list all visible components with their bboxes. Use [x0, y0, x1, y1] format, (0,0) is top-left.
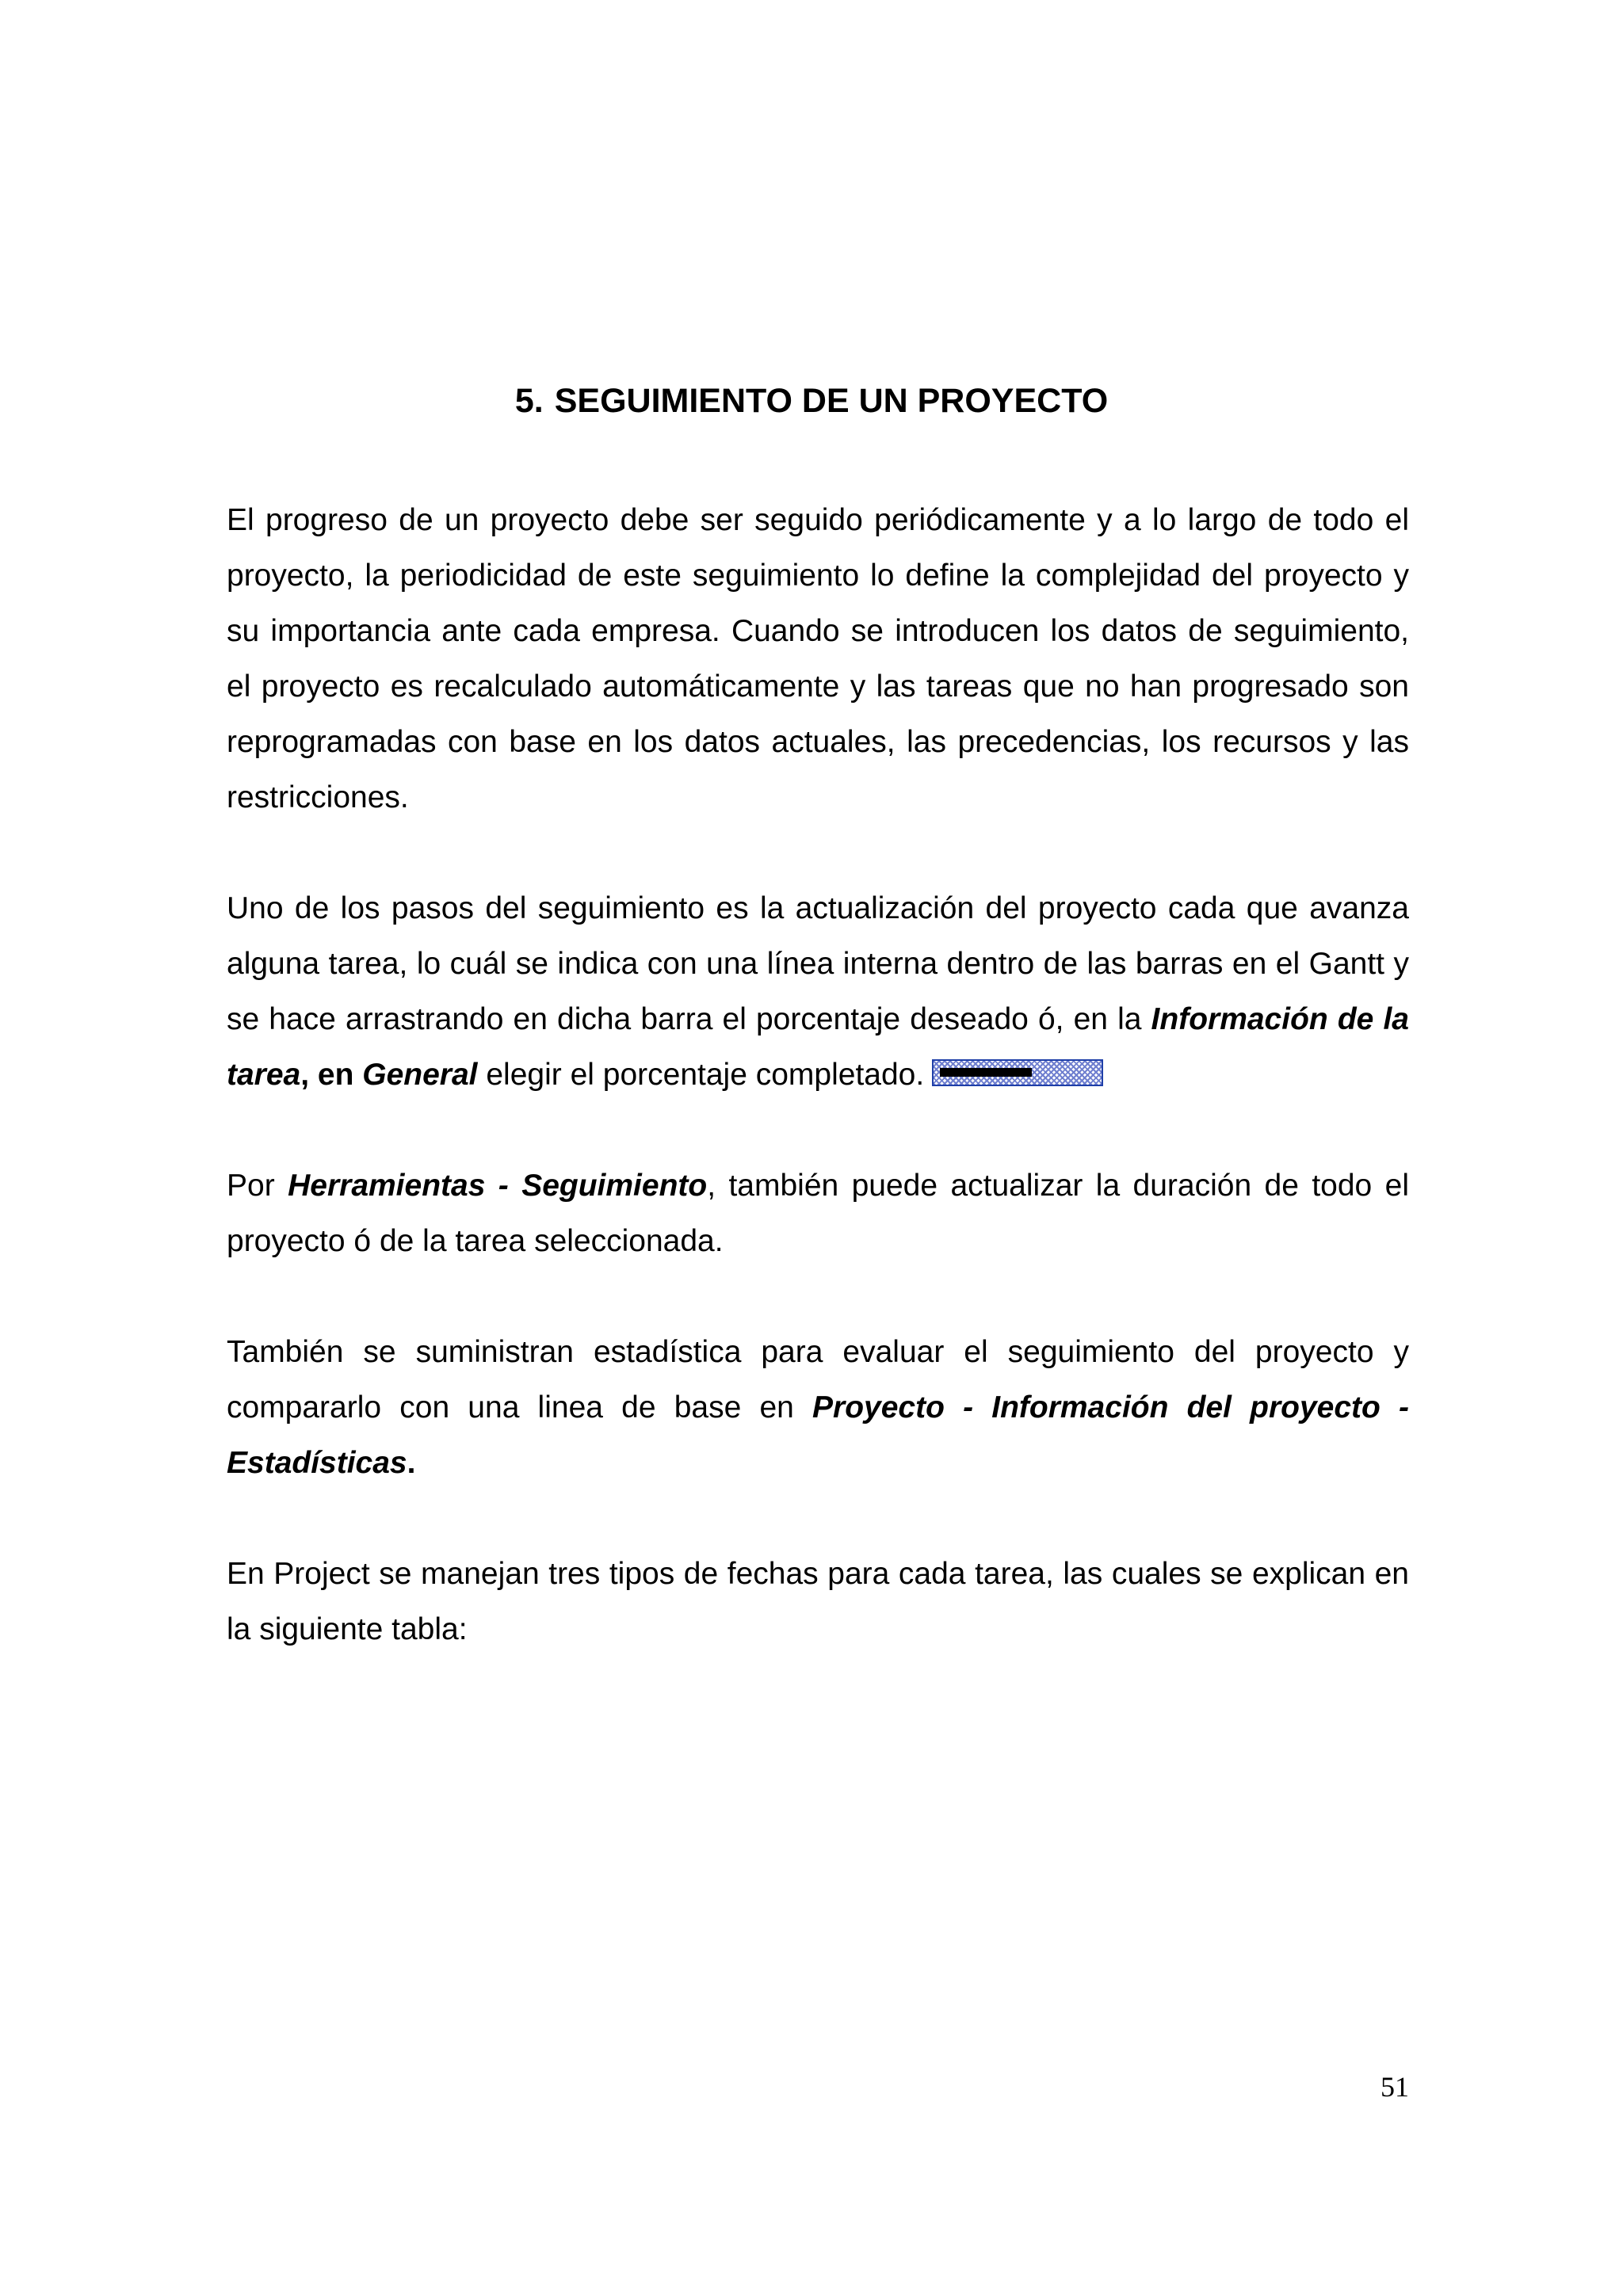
document-body	[227, 493, 1409, 1713]
paragraph-text: Uno de los pasos del seguimiento es la actualización del proyecto cada que avanza alguna tarea, lo cuál se indica con una línea interna dentro de las barras en el Gantt y se hace arrastrando en dicha barra el porcentaje deseado ó, en la	[227, 891, 1409, 1036]
paragraph-text: También se suministran estadística para evaluar el seguimiento del proyecto y compararlo con una linea de base en	[227, 1335, 1409, 1425]
section-title: SEGUIMIENTO DE UN PROYECTO	[554, 382, 1109, 420]
section-heading	[0, 379, 1623, 423]
paragraph-text: , también puede actualizar la duración de todo el proyecto ó de la tarea seleccionada.	[227, 1169, 1409, 1258]
emphasis-tools-tracking: Herramientas - Seguimiento	[288, 1169, 708, 1203]
paragraph-date-types: En Project se manejan tres tipos de fechas para cada tarea, las cuales se explican en la siguiente tabla:	[227, 1557, 1409, 1646]
emphasis-general: General	[362, 1058, 478, 1092]
paragraph-text: , en	[300, 1058, 363, 1092]
emphasis-project-statistics: Proyecto - Información del proyecto - Estadísticas	[227, 1390, 1409, 1480]
page-number: 51	[1381, 2071, 1409, 2103]
emphasis-task-information: Información de la tarea	[227, 1002, 1409, 1092]
paragraph-intro: El progreso de un proyecto debe ser seguido periódicamente y a lo largo de todo el proyecto, la periodicidad de este seguimiento lo define la complejidad del proyecto y su importancia ante cada empresa. Cuando se introducen los datos de seguimiento, el proyecto es recalculado automáticamente y las tareas que no han progresado son reprogramadas con base en los datos actuales, las precedencias, los recursos y las restricciones.	[227, 503, 1409, 814]
gantt-progress-fill	[940, 1068, 1032, 1077]
section-number: 5.	[514, 382, 544, 420]
gantt-progress-bar-icon	[932, 1059, 1103, 1086]
paragraph-text: Por	[227, 1169, 288, 1203]
paragraph-text: .	[407, 1446, 416, 1480]
paragraph-update-steps	[227, 881, 1409, 1103]
paragraph-tools-tracking	[227, 1158, 1409, 1269]
paragraph-statistics	[227, 1325, 1409, 1491]
paragraph-text: elegir el porcentaje completado.	[477, 1058, 925, 1092]
